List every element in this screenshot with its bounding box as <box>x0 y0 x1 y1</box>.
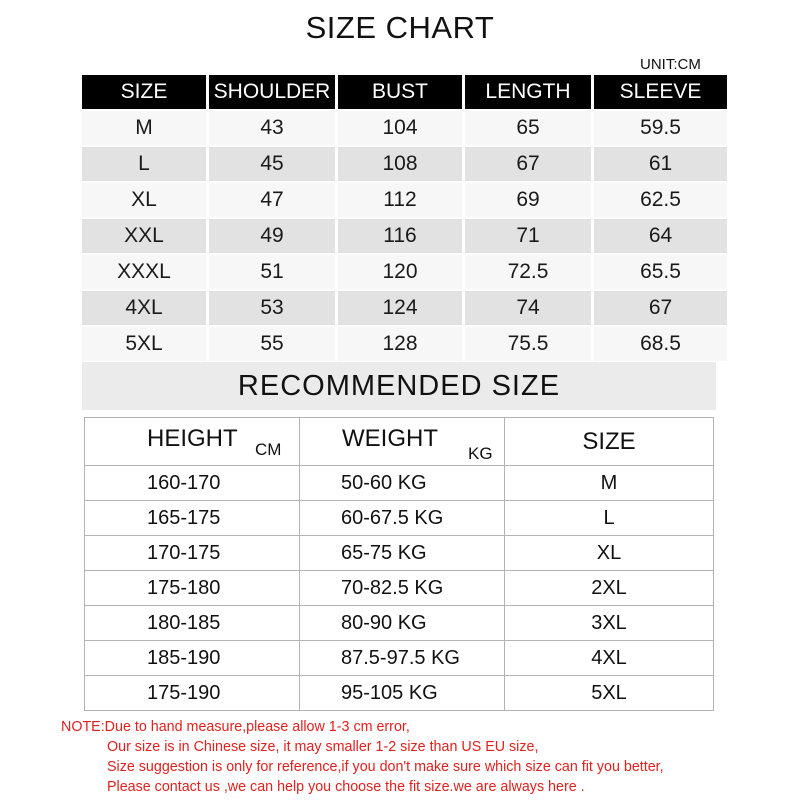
cell-size: 5XL <box>82 327 206 361</box>
cell-sleeve: 59.5 <box>594 111 727 145</box>
cell-shoulder: 43 <box>209 111 335 145</box>
cell-weight: 60-67.5 KG <box>300 501 505 536</box>
table-row <box>85 536 714 571</box>
cell-bust: 120 <box>338 255 462 289</box>
header-height <box>85 418 300 466</box>
cell-bust: 128 <box>338 327 462 361</box>
cell-height: 175-180 <box>85 571 300 606</box>
recommended-size-table <box>84 417 714 711</box>
size-chart-table <box>79 73 730 363</box>
header-shoulder: SHOULDER <box>209 75 335 109</box>
cell-shoulder: 55 <box>209 327 335 361</box>
table-row <box>82 111 727 145</box>
cell-bust: 104 <box>338 111 462 145</box>
cell-length: 74 <box>465 291 591 325</box>
cell-weight: 87.5-97.5 KG <box>300 641 505 676</box>
cell-bust: 116 <box>338 219 462 253</box>
cell-shoulder: 47 <box>209 183 335 217</box>
cell-size: XXL <box>82 219 206 253</box>
header-bust: BUST <box>338 75 462 109</box>
cell-length: 72.5 <box>465 255 591 289</box>
cell-bust: 124 <box>338 291 462 325</box>
cell-rec-size: 3XL <box>505 606 714 641</box>
cell-height: 175-190 <box>85 676 300 711</box>
table-row <box>82 327 727 361</box>
header-sleeve: SLEEVE <box>594 75 727 109</box>
cell-length: 65 <box>465 111 591 145</box>
cell-bust: 108 <box>338 147 462 181</box>
cell-weight: 80-90 KG <box>300 606 505 641</box>
cell-length: 69 <box>465 183 591 217</box>
cell-rec-size: 5XL <box>505 676 714 711</box>
cell-sleeve: 68.5 <box>594 327 727 361</box>
page-title: SIZE CHART <box>305 10 495 45</box>
cell-shoulder: 53 <box>209 291 335 325</box>
note-line: Our size is in Chinese size, it may smaller 1-2 size than US EU size, <box>107 739 539 755</box>
table-row <box>85 571 714 606</box>
table-row <box>82 291 727 325</box>
size-chart-header-row <box>82 75 727 109</box>
cell-rec-size: L <box>505 501 714 536</box>
recommended-header-row <box>85 418 714 466</box>
header-height-label: HEIGHT <box>147 425 238 452</box>
cell-size: XL <box>82 183 206 217</box>
cell-height: 165-175 <box>85 501 300 536</box>
header-height-unit: CM <box>255 440 282 459</box>
table-row <box>85 676 714 711</box>
cell-sleeve: 65.5 <box>594 255 727 289</box>
cell-rec-size: M <box>505 466 714 501</box>
notes-block <box>61 717 796 797</box>
cell-size: L <box>82 147 206 181</box>
cell-shoulder: 45 <box>209 147 335 181</box>
cell-length: 67 <box>465 147 591 181</box>
cell-bust: 112 <box>338 183 462 217</box>
cell-size: 4XL <box>82 291 206 325</box>
cell-sleeve: 64 <box>594 219 727 253</box>
cell-sleeve: 67 <box>594 291 727 325</box>
header-size: SIZE <box>82 75 206 109</box>
note-line: Size suggestion is only for reference,if you don't make sure which size can fit you better, <box>107 759 664 775</box>
unit-label: UNIT:CM <box>640 56 701 73</box>
table-row <box>82 255 727 289</box>
cell-height: 180-185 <box>85 606 300 641</box>
table-row <box>82 219 727 253</box>
cell-sleeve: 61 <box>594 147 727 181</box>
cell-rec-size: 4XL <box>505 641 714 676</box>
cell-rec-size: XL <box>505 536 714 571</box>
cell-length: 71 <box>465 219 591 253</box>
table-row <box>82 183 727 217</box>
cell-size: M <box>82 111 206 145</box>
header-length: LENGTH <box>465 75 591 109</box>
table-row <box>85 466 714 501</box>
cell-height: 170-175 <box>85 536 300 571</box>
table-row <box>82 147 727 181</box>
table-row <box>85 501 714 536</box>
header-weight-unit: KG <box>468 444 493 463</box>
cell-weight: 50-60 KG <box>300 466 505 501</box>
note-line: NOTE:Due to hand measure,please allow 1-3 cm error, <box>61 719 410 735</box>
cell-size: XXXL <box>82 255 206 289</box>
cell-weight: 70-82.5 KG <box>300 571 505 606</box>
cell-shoulder: 51 <box>209 255 335 289</box>
cell-height: 160-170 <box>85 466 300 501</box>
cell-length: 75.5 <box>465 327 591 361</box>
header-rec-size: SIZE <box>505 418 714 466</box>
recommended-size-title: RECOMMENDED SIZE <box>82 362 716 410</box>
note-line: Please contact us ,we can help you choose the fit size.we are always here . <box>107 779 585 795</box>
cell-sleeve: 62.5 <box>594 183 727 217</box>
cell-shoulder: 49 <box>209 219 335 253</box>
table-row <box>85 641 714 676</box>
table-row <box>85 606 714 641</box>
cell-weight: 65-75 KG <box>300 536 505 571</box>
header-weight <box>300 418 505 466</box>
cell-height: 185-190 <box>85 641 300 676</box>
header-weight-label: WEIGHT <box>342 425 438 452</box>
cell-rec-size: 2XL <box>505 571 714 606</box>
cell-weight: 95-105 KG <box>300 676 505 711</box>
